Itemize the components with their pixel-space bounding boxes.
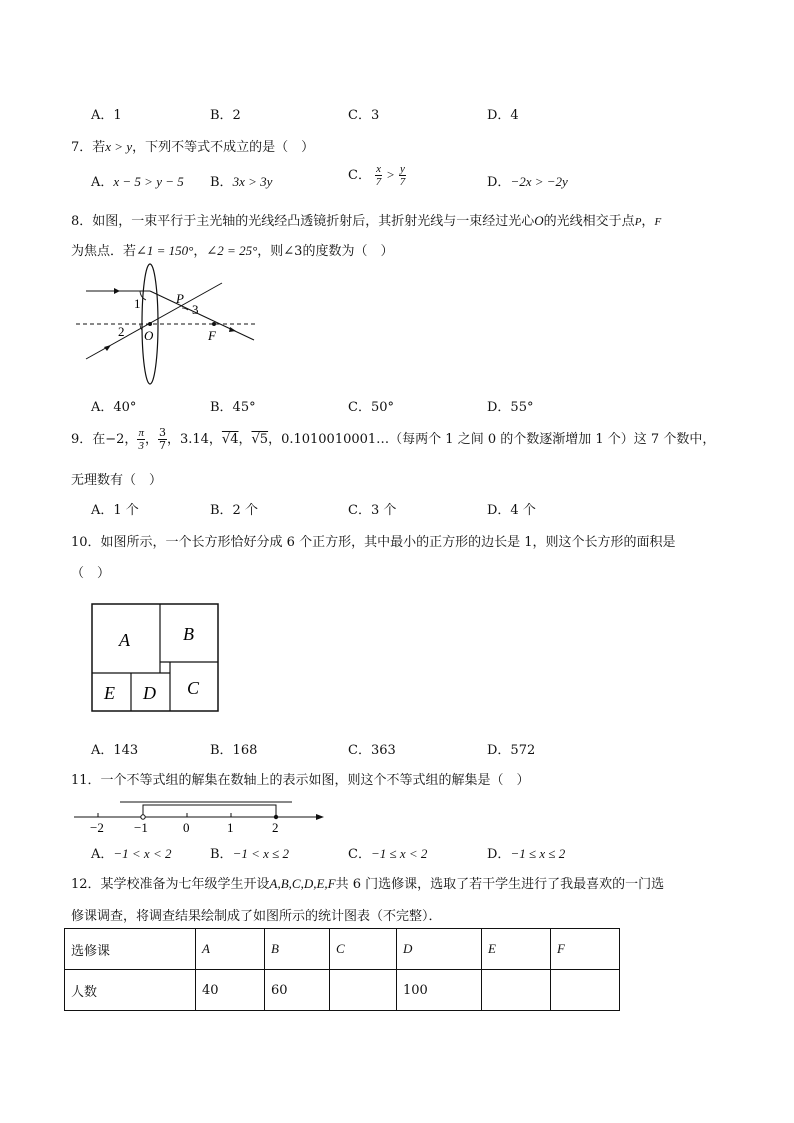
q12-stem-line1: 12．某学校准备为七年级学生开设A,B,C,D,E,F共 6 门选修课，选取了若干学生进行了我最喜欢的一门选: [71, 876, 665, 892]
label-f: F: [208, 328, 216, 343]
square-c-label: C: [187, 678, 200, 698]
q7-stem: [71, 136, 314, 155]
table-row: [65, 970, 620, 1011]
q6-option-b: B．2: [210, 108, 241, 123]
q7-condition: x > y: [105, 139, 133, 154]
tick-label: 1: [227, 820, 234, 835]
square-b-label: B: [183, 624, 194, 644]
q10-option-b: B．168: [210, 743, 258, 758]
table-cell: 100: [397, 970, 482, 1011]
q12-stem-line2: 修课调查，将调查结果绘制成了如图所示的统计图表（不完整）．: [71, 909, 442, 924]
table-cell: 40: [196, 970, 265, 1011]
closed-point: [274, 815, 278, 819]
q8-option-d: D．55°: [487, 400, 534, 415]
table-cell: B: [265, 929, 330, 970]
q8-option-a: A．40°: [91, 400, 137, 415]
label-2: 2: [118, 324, 125, 339]
q8-stem-line1: 8．如图，一束平行于主光轴的光线经凸透镜折射后，其折射光线与一束经过光心O的光线相交于点P，F: [71, 213, 662, 229]
q6-option-d: D．4: [487, 108, 519, 123]
table-cell: E: [482, 929, 551, 970]
point-f: [212, 322, 216, 326]
label-3: 3: [192, 302, 199, 317]
table-cell: A: [196, 929, 265, 970]
q11-option-b: B．−1 < x ≤ 2: [210, 846, 290, 862]
label-p: P: [176, 291, 184, 306]
q9-option-d: D．4 个: [487, 503, 536, 518]
square-e-label: E: [104, 683, 115, 703]
q12-course-table: [64, 928, 620, 1011]
table-cell: F: [551, 929, 620, 970]
q10-option-d: D．572: [487, 743, 536, 758]
q7-option-c: C． $\frac{x}{7}$ > $\frac{y}{7}$: [348, 163, 406, 188]
label-1: 1: [134, 296, 141, 311]
q11-stem: 11．一个不等式组的解集在数轴上的表示如图，则这个不等式组的解集是（ ）: [71, 773, 530, 788]
q11-number-line: [70, 796, 330, 836]
tick-label: −1: [134, 820, 148, 835]
q6-option-a: A．1: [91, 108, 122, 123]
q9-option-c: C．3 个: [348, 503, 397, 518]
solution-bracket: [143, 805, 276, 816]
point-o: [148, 322, 152, 326]
q10-option-a: A．143: [91, 743, 139, 758]
q7-option-a: A．x − 5 > y − 5: [91, 174, 184, 190]
arrow-icon: [114, 288, 120, 294]
q10-stem-line1: 10．如图所示，一个长方形恰好分成 6 个正方形，其中最小的正方形的边长是 1，则这个长方形的面积是: [71, 535, 676, 550]
q11-option-a: A．−1 < x < 2: [91, 846, 172, 862]
table-cell: 人数: [65, 970, 196, 1011]
table-cell: D: [397, 929, 482, 970]
q9-option-b: B．2 个: [210, 503, 258, 518]
tick-label: 0: [183, 820, 190, 835]
q10-option-c: C．363: [348, 743, 396, 758]
refracted-ray: [150, 291, 254, 340]
table-cell: [551, 970, 620, 1011]
q11-option-d: D．−1 ≤ x ≤ 2: [487, 846, 566, 862]
label-o: O: [144, 328, 154, 343]
q9-stem-line2: 无理数有（ ）: [71, 473, 163, 488]
q9-stem-line1: 9．在−2， $\frac{\pi}{3}$ ， $\frac{3}{7}$ ，3.14，√4，√5，0.1010010001…（每两个 1 之间 0 的个数逐渐增加 1 个）这 7 个数中，: [71, 426, 716, 452]
q10-rectangle-figure: [90, 602, 222, 714]
q10-stem-line2: （ ）: [71, 566, 111, 581]
table-cell: 60: [265, 970, 330, 1011]
open-point: [141, 815, 145, 819]
q8-lens-figure: [70, 258, 270, 388]
q7-option-d: D．−2x > −2y: [487, 174, 568, 190]
q8-option-b: B．45°: [210, 400, 256, 415]
table-cell: [482, 970, 551, 1011]
square-a-label: A: [119, 630, 130, 650]
q9-option-a: A．1 个: [91, 503, 139, 518]
table-row: [65, 929, 620, 970]
q8-option-c: C．50°: [348, 400, 394, 415]
q6-option-c: C．3: [348, 108, 380, 123]
table-cell: C: [330, 929, 397, 970]
q7-prefix: 7．若: [71, 140, 106, 155]
q11-option-c: C．−1 ≤ x < 2: [348, 846, 428, 862]
tick-label: −2: [90, 820, 104, 835]
tick-label: 2: [272, 820, 279, 835]
q7-suffix: ，下列不等式不成立的是（ ）: [132, 140, 315, 155]
q8-stem-line2: 为焦点．若∠1 = 150°，∠2 = 25°，则∠3的度数为（ ）: [71, 243, 394, 259]
arrow-icon: [316, 814, 324, 820]
table-cell: 选修课: [65, 929, 196, 970]
table-cell: [330, 970, 397, 1011]
q7-option-b: B．3x > 3y: [210, 174, 273, 190]
square-d-label: D: [143, 683, 156, 703]
arrow-icon: [104, 345, 111, 351]
